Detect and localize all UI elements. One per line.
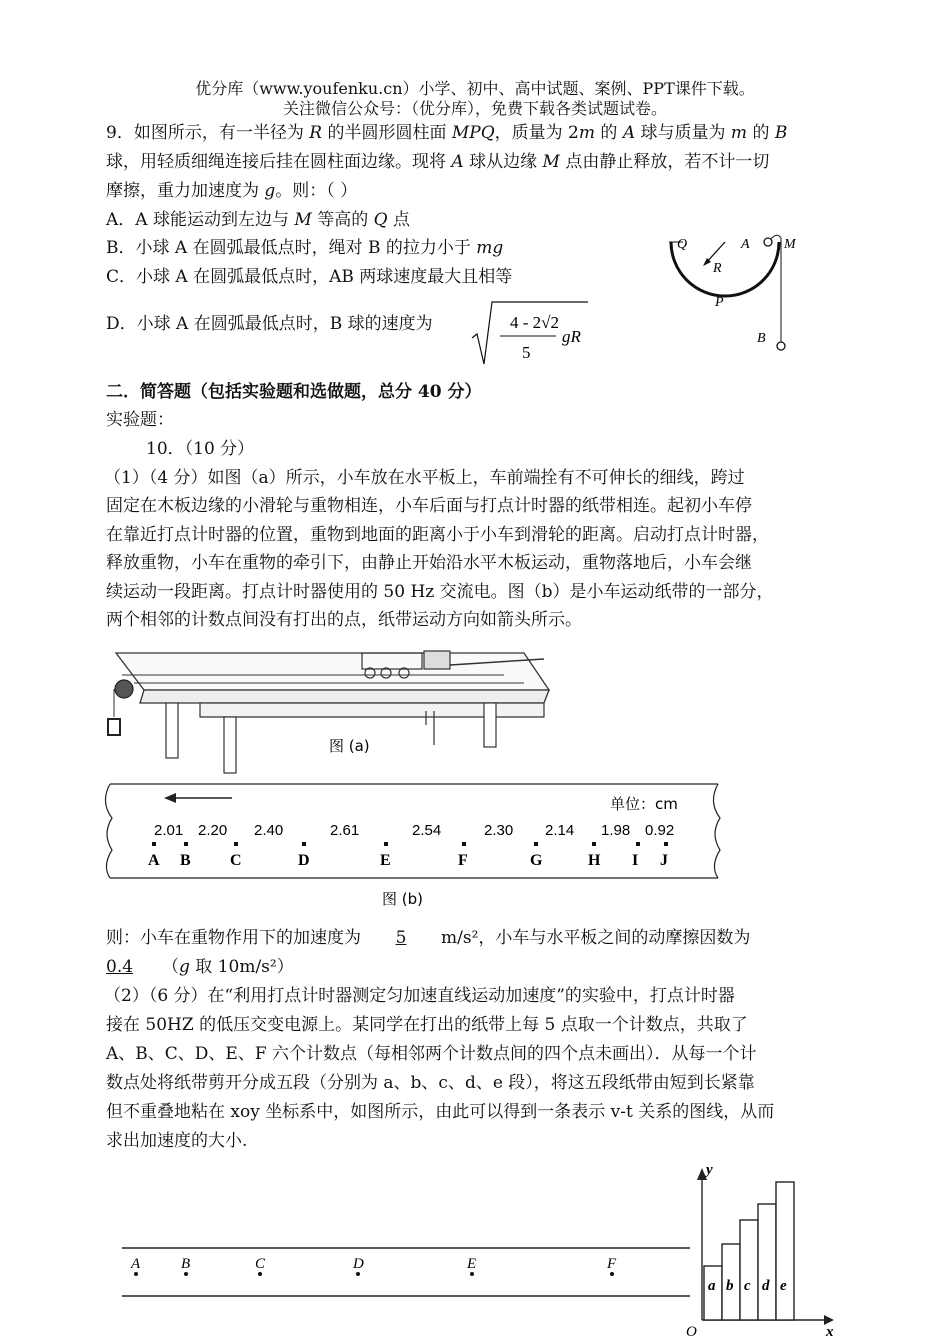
ball-b [777, 342, 785, 350]
part1-line-3: 在靠近打点计时器的位置，重物到地面的距离小于小车到滑轮的距离。启动打点计时器， [106, 525, 769, 545]
tape-dot [302, 842, 306, 846]
tape-spacing-value: 2.20 [198, 822, 228, 839]
vt-bar-label: c [744, 1278, 751, 1294]
formula-numerator: 4 - 2√2 [510, 313, 559, 332]
tape-dot [462, 842, 466, 846]
hanging-weight [108, 719, 120, 735]
svg-text:A: A [741, 237, 750, 252]
tape-point-label: A [148, 852, 160, 869]
svg-text:P: P [715, 295, 724, 310]
tape-dot [534, 842, 538, 846]
direction-arrow-icon [164, 793, 176, 803]
tape2-dot [356, 1272, 360, 1276]
tape-spacing-value: 2.61 [330, 822, 360, 839]
tape2-dot [134, 1272, 138, 1276]
tape2-dot [470, 1272, 474, 1276]
tape-spacing-value: 2.01 [154, 822, 184, 839]
tape-dot [234, 842, 238, 846]
part1-line-2: 固定在木板边缘的小滑轮与重物相连，小车后面与打点计时器的纸带相连。起初小车停 [106, 496, 752, 516]
part1-answer-line: 则：小车在重物作用下的加速度为 5 m/s²，小车与水平板之间的动摩擦因数为 [106, 928, 751, 948]
tape2-point-label: A [131, 1256, 141, 1272]
tape-unit-label: 单位：cm [610, 795, 678, 813]
tape-spacing-value: 2.30 [484, 822, 514, 839]
tape-point-label: I [632, 852, 639, 869]
tape-points [148, 842, 668, 869]
answer-acceleration: 5 [395, 928, 407, 948]
tape2-point-label: B [181, 1256, 191, 1272]
tape-spacing-value: 1.98 [601, 822, 631, 839]
part1-line-6: 两个相邻的计数点间没有打出的点，纸带运动方向如箭头所示。 [106, 610, 582, 630]
q9-option-c: C．小球 A 在圆弧最低点时，AB 两球速度最大且相等 [106, 267, 513, 287]
vt-bar-figure [682, 1160, 850, 1338]
figure-b-caption: 图 (b) [382, 890, 423, 908]
pulley-icon [115, 680, 133, 698]
tape-dot [636, 842, 640, 846]
figure-a-apparatus [104, 645, 554, 775]
velocity-formula [470, 298, 595, 370]
vt-bar [758, 1204, 776, 1320]
tape-point-label: E [380, 852, 391, 869]
section-2-sub: 实验题： [106, 410, 174, 430]
part2-line-1: （2）（6 分）在“利用打点计时器测定匀加速直线运动加速度”的实验中，打点计时器 [104, 986, 735, 1006]
tape-spacing-value: 0.92 [645, 822, 675, 839]
header-line-2: 关注微信公众号：（优分库），免费下载各类试题试卷。 [282, 99, 667, 118]
part2-line-6: 求出加速度的大小. [106, 1131, 248, 1151]
svg-text:R: R [713, 261, 722, 276]
tape-spacing-value: 2.54 [412, 822, 442, 839]
ball-a [764, 238, 772, 246]
tape2-dot [610, 1272, 614, 1276]
q9-option-a: A．A 球能运动到左边与 M 等高的 Q 点 [106, 210, 410, 230]
tape-dot [664, 842, 668, 846]
semicircle-figure [665, 230, 815, 360]
part1-line-1: （1）（4 分）如图（a）所示，小车放在水平板上，车前端拴有不可伸长的细线，跨过 [104, 468, 745, 488]
header-line-1: 优分库（www.youfenku.cn）小学、初中、高中试题、案例、PPT课件下载。 [195, 79, 755, 98]
svg-text:B: B [757, 331, 766, 346]
svg-text:y: y [706, 1162, 713, 1178]
svg-text:x: x [826, 1324, 834, 1338]
formula-denominator: 5 [522, 343, 531, 362]
figure-b-tape [100, 778, 730, 918]
svg-text:M: M [784, 237, 796, 252]
vt-bar-label: b [726, 1278, 734, 1294]
vt-bar-label: e [780, 1278, 787, 1294]
figure-a-caption: 图 (a) [329, 737, 370, 755]
part1-answer-line-2: 0.4 （g 取 10m/s²） [106, 957, 294, 977]
q9-option-d: D．小球 A 在圆弧最低点时，B 球的速度为 [106, 314, 433, 334]
q9-option-b: B．小球 A 在圆弧最低点时，绳对 B 的拉力小于 mg [106, 238, 504, 258]
tape2-point-label: C [255, 1256, 266, 1272]
part2-line-3: A、B、C、D、E、F 六个计数点（每相邻两个计数点间的四个点未画出）．从每一个计 [106, 1044, 757, 1064]
tape2-point-label: E [467, 1256, 477, 1272]
tape2-point-label: D [353, 1256, 364, 1272]
q9-line-3: 摩擦，重力加速度为 g。则：（ ） [106, 181, 358, 201]
vt-bar-label: a [708, 1278, 716, 1294]
part1-line-5: 续运动一段距离。打点计时器使用的 50 Hz 交流电。图（b）是小车运动纸带的一部分， [106, 582, 774, 602]
q10-title: 10．（10 分） [146, 439, 255, 459]
part2-line-5: 但不重叠地粘在 xoy 坐标系中，如图所示，由此可以得到一条表示 v-t 关系的图线，从而 [106, 1102, 775, 1122]
part1-line-4: 释放重物，小车在重物的牵引下，由静止开始沿水平木板运动，重物落地后，小车会继 [106, 553, 752, 573]
tape-dot [184, 842, 188, 846]
tape2-dot [258, 1272, 262, 1276]
formula-gR: gR [562, 327, 581, 346]
svg-text:Q: Q [677, 237, 688, 252]
tape-dot [152, 842, 156, 846]
vt-bar-label: d [762, 1278, 770, 1294]
tape-point-label: J [660, 852, 668, 869]
section-2-title: 二．简答题（包括实验题和选做题，总分 40 分） [106, 382, 482, 402]
q9-line-2: 球，用轻质细绳连接后挂在圆柱面边缘。现将 A 球从边缘 M 点由静止释放，若不计一切 [106, 152, 770, 172]
part2-line-4: 数点处将纸带剪开分成五段（分别为 a、b、c、d、e 段），将这五段纸带由短到长紧靠 [106, 1073, 755, 1093]
part2-line-2: 接在 50HZ 的低压交变电源上。某同学在打出的纸带上每 5 点取一个计数点，共取了 [106, 1015, 748, 1035]
tape-point-label: D [298, 852, 310, 869]
tape-dot [384, 842, 388, 846]
tape-spacing-value: 2.40 [254, 822, 284, 839]
tape-point-label: F [458, 852, 468, 869]
answer-friction-coefficient: 0.4 [106, 957, 134, 977]
tape-point-label: H [588, 852, 601, 869]
tape-2-figure [118, 1240, 698, 1304]
svg-text:O: O [686, 1324, 697, 1338]
tape-spacing-value: 2.14 [545, 822, 575, 839]
tape2-point-label: F [607, 1256, 617, 1272]
tape-point-label: B [180, 852, 191, 869]
tape2-dot [184, 1272, 188, 1276]
tape-dot [592, 842, 596, 846]
q9-line-1: 9．如图所示，有一半径为 R 的半圆形圆柱面 MPQ，质量为 2m 的 A 球与质量为 m 的 B [106, 123, 788, 143]
tape-point-label: G [530, 852, 543, 869]
vt-bar [740, 1220, 758, 1320]
tape-point-label: C [230, 852, 242, 869]
vt-bar [776, 1182, 794, 1320]
tape-values [154, 822, 674, 839]
